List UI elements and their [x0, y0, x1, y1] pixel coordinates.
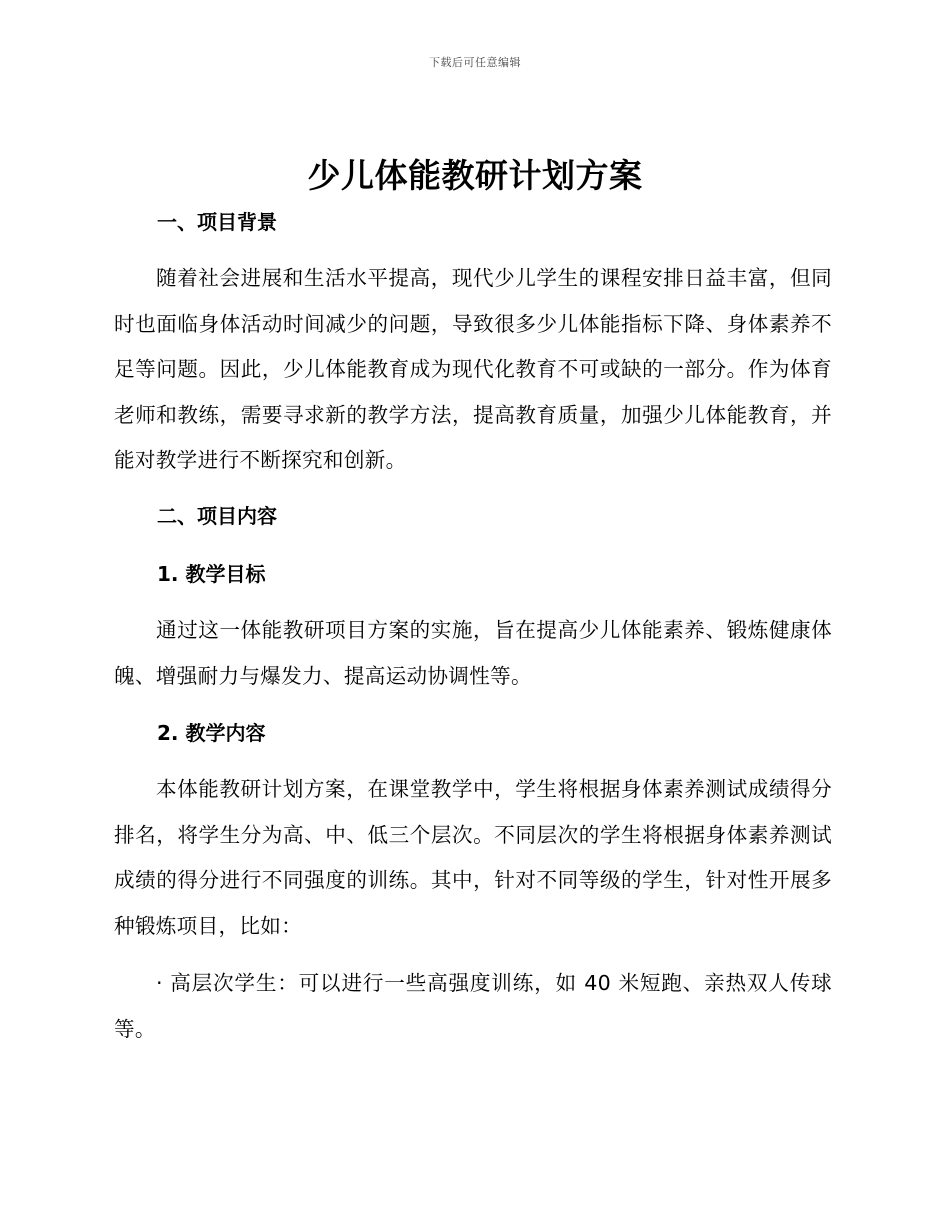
paragraph-teaching-goals: 通过这一体能教研项目方案的实施，旨在提高少儿体能素养、锻炼健康体魄、增强耐力与爆发力、提高运动协调性等。: [114, 618, 832, 688]
section-heading-content: 二、项目内容: [157, 504, 277, 528]
list-item-high-level: · 高层次学生：可以进行一些高强度训练，如 40 米短跑、亲热双人传球等。: [114, 971, 832, 1041]
header-note: 下载后可任意编辑: [429, 56, 521, 69]
paragraph-background: 随着社会进展和生活水平提高，现代少儿学生的课程安排日益丰富，但同时也面临身体活动时间减少的问题，导致很多少儿体能指标下降、身体素养不足等问题。因此，少儿体能教育成为现代化教育不可或缺的一部分。作为体育老师和教练，需要寻求新的教学方法，提高教育质量，加强少儿体能教育，并能对教学进行不断探究和创新。: [114, 266, 832, 472]
subheading-teaching-content: 2. 教学内容: [157, 721, 266, 745]
subheading-teaching-goals: 1. 教学目标: [157, 562, 266, 586]
paragraph-teaching-content: 本体能教研计划方案，在课堂教学中，学生将根据身体素养测试成绩得分排名，将学生分为高、中、低三个层次。不同层次的学生将根据身体素养测试成绩的得分进行不同强度的训练。其中，针对不同等级的学生，针对性开展多种锻炼项目，比如：: [114, 777, 832, 938]
section-heading-background: 一、项目背景: [157, 210, 277, 234]
document-title: 少儿体能教研计划方案: [307, 156, 643, 195]
